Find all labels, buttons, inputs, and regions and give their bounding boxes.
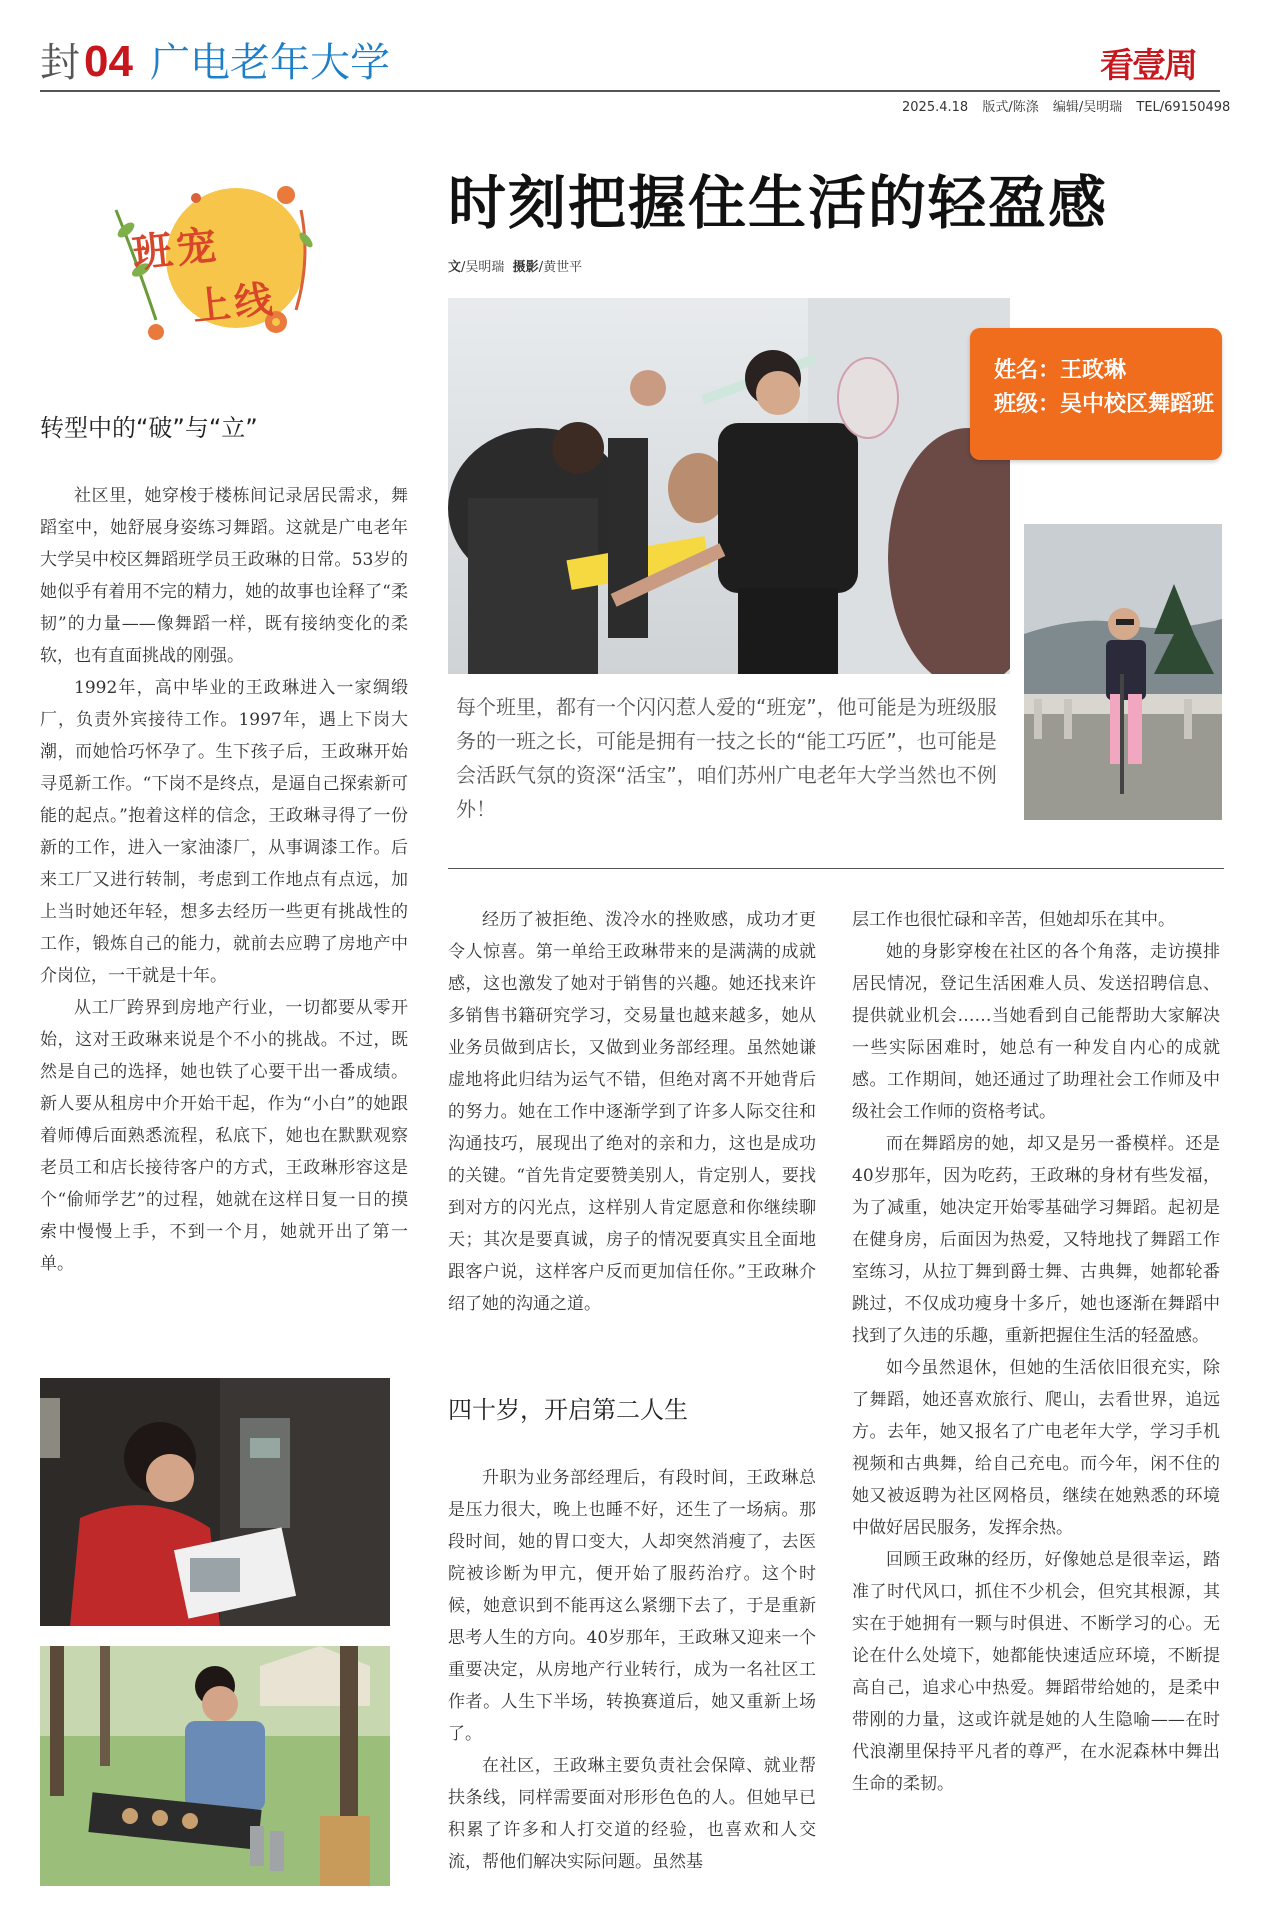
outdoor-portrait-photo xyxy=(1024,524,1222,820)
article-headline: 时刻把握住生活的轻盈感 xyxy=(448,169,1109,237)
section2-heading: 四十岁，开启第二人生 xyxy=(448,1396,688,1424)
student-name-card xyxy=(970,328,1222,460)
paragraph: 而在舞蹈房的她，却又是另一番模样。还是40岁那年，因为吃药，王政琳的身材有些发福，为了减重，她决定开始零基础学习舞蹈。起初是在健身房，后面因为热爱，又特地找了舞蹈工作室练习，从拉丁舞到爵士舞、古典舞，她都轮番跳过，不仅成功瘦身十多斤，她也逐渐在舞蹈中找到了久违的乐趣，重新把握住生活的轻盈感。 xyxy=(852,1134,1220,1346)
column-1 xyxy=(40,480,408,1280)
student-name: 姓名：王政琳 xyxy=(994,358,1127,383)
paragraph: 在社区，王政琳主要负责社会保障、就业帮扶条线，同样需要面对形形色色的人。但她早已积累了许多和人打交道的经验，也喜欢和人交流，帮他们解决实际问题。虽然基 xyxy=(448,1756,816,1872)
badge-line2: 上线 xyxy=(190,276,279,330)
class-pet-badge xyxy=(96,170,336,340)
page-number: 04 xyxy=(84,37,133,86)
paragraph: 从工厂跨界到房地产行业，一切都要从零开始，这对王政琳来说是个不小的挑战。不过，既然是自己的选择，她也铁了心要干出一番成绩。新人要从租房中介开始干起，作为“小白”的她跟着师傅后面熟悉流程，私底下，她也在默默观察老员工和店长接待客户的方式，王政琳形容这是个“偷师学艺”的过程，她就在这样日复一日的摸索中慢慢上手，不到一个月，她就开出了第一单。 xyxy=(40,998,408,1274)
byline-text-author: /吴明瑞 xyxy=(461,260,505,275)
section1-heading: 转型中的“破”与“立” xyxy=(40,414,258,442)
paragraph: 层工作也很忙碌和辛苦，但她却乐在其中。 xyxy=(852,910,1175,930)
paragraph: 如今虽然退休，但她的生活依旧很充实，除了舞蹈，她还喜欢旅行、爬山，去看世界，追远方。去年，她又报名了广电老年大学，学习手机视频和古典舞，给自己充电。而今年，闲不住的她又被返聘为社区网格员，继续在她熟悉的环境中做好居民服务，发挥余热。 xyxy=(852,1358,1220,1538)
paragraph: 经历了被拒绝、泼冷水的挫败感，成功才更令人惊喜。第一单给王政琳带来的是满满的成就感，这也激发了她对于销售的兴趣。她还找来许多销售书籍研究学习，交易量也越来越多，她从业务员做到店长，又做到业务部经理。虽然她谦虚地将此归结为运气不错，但绝对离不开她背后的努力。她在工作中逐渐学到了许多人际交往和沟通技巧，展现出了绝对的亲和力，这也是成功的关键。“首先肯定要赞美别人，肯定别人，要找到对方的闪光点，这样别人肯定愿意和你继续聊天；其次是要真诚，房子的情况要真实且全面地跟客户说，这样客户反而更加信任你。”王政琳介绍了她的沟通之道。 xyxy=(448,910,816,1314)
section-rule xyxy=(448,868,1224,869)
paragraph: 1992年，高中毕业的王政琳进入一家绸缎厂，负责外宾接待工作。1997年，遇上下岗大潮，而她恰巧怀孕了。生下孩子后，王政琳开始寻觅新工作。“下岗不是终点，是逼自己探索新可能的起点。”抱着这样的信念，王政琳寻得了一份新的工作，进入一家油漆厂，从事调漆工作。后来工厂又进行转制，考虑到工作地点有点远，加上当时她还年轻，想多去经历一些更有挑战性的工作，锻炼自己的能力，就前去应聘了房地产中介岗位，一干就是十年。 xyxy=(40,678,408,986)
header-rule xyxy=(40,90,1220,92)
layout-credit: 版式/陈涤 xyxy=(982,100,1039,115)
byline-photo-author: /黄世平 xyxy=(538,260,583,275)
issue-date: 2025.4.18 xyxy=(902,100,969,115)
editor-credit: 编辑/吴明瑞 xyxy=(1052,100,1123,115)
article-intro: 每个班里，都有一个闪闪惹人爱的“班宠”，他可能是为班级服务的一班之长，可能是拥有一技之长的“能工巧匠”，也可能是会活跃气氛的资深“活宝”，咱们苏州广电老年大学当然也不例外！ xyxy=(448,686,1008,826)
dance-class-photo xyxy=(448,298,1010,674)
tel: TEL/69150498 xyxy=(1136,100,1231,115)
student-class: 班级：吴中校区舞蹈班 xyxy=(994,392,1215,417)
column-2b xyxy=(448,1462,816,1878)
byline-text-label: 文 xyxy=(448,260,462,275)
column-2 xyxy=(448,904,816,1320)
byline xyxy=(448,256,582,275)
column-3 xyxy=(852,904,1220,1800)
page-label: 封 xyxy=(40,40,80,86)
section-title: 广电老年大学 xyxy=(150,40,390,86)
community-work-photo xyxy=(40,1378,390,1626)
paragraph: 回顾王政琳的经历，好像她总是很幸运，踏准了时代风口，抓住不少机会，但究其根源，其实在于她拥有一颗与时俱进、不断学习的心。无论在什么处境下，她都能快速适应环境，不断提高自己，追求心中热爱。舞蹈带给她的，是柔中带刚的力量，这或许就是她的人生隐喻——在时代浪潮里保持平凡者的尊严，在水泥森林中舞出生命的柔韧。 xyxy=(852,1550,1220,1794)
paragraph: 社区里，她穿梭于楼栋间记录居民需求，舞蹈室中，她舒展身姿练习舞蹈。这就是广电老年大学吴中校区舞蹈班学员王政琳的日常。53岁的她似乎有着用不完的精力，她的故事也诠释了“柔韧”的力量——像舞蹈一样，既有接纳变化的柔软，也有直面挑战的刚强。 xyxy=(40,486,408,666)
badge-line1: 班宠 xyxy=(130,222,223,278)
paragraph: 她的身影穿梭在社区的各个角落，走访摸排居民情况，登记生活困难人员、发送招聘信息、提供就业机会……当她看到自己能帮助大家解决一些实际困难时，她总有一种发自内心的成就感。工作期间，她还通过了助理社会工作师及中级社会工作师的资格考试。 xyxy=(852,942,1220,1122)
issue-meta xyxy=(902,96,1240,115)
brand-logo: 看壹周 xyxy=(1100,46,1196,86)
barbecue-photo xyxy=(40,1646,390,1886)
paragraph: 升职为业务部经理后，有段时间，王政琳总是压力很大，晚上也睡不好，还生了一场病。那段时间，她的胃口变大，人却突然消瘦了，去医院被诊断为甲亢，便开始了服药治疗。这个时候，她意识到不能再这么紧绷下去了，于是重新思考人生的方向。40岁那年，王政琳又迎来一个重要决定，从房地产行业转行，成为一名社区工作者。人生下半场，转换赛道后，她又重新上场了。 xyxy=(448,1468,816,1744)
byline-photo-label: 摄影 xyxy=(512,260,539,275)
